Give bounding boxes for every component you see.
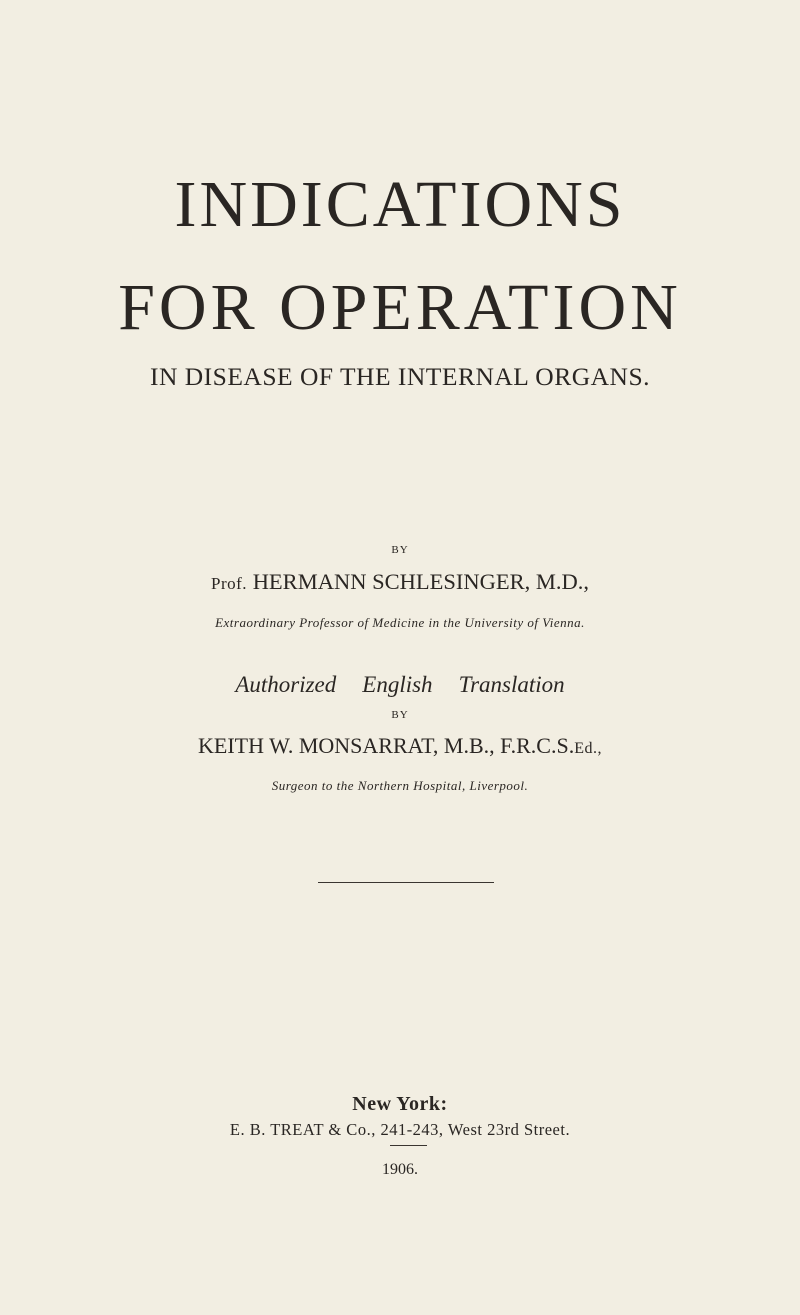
author-name: HERMANN SCHLESINGER, M.D.,: [252, 569, 589, 594]
authorized-word: Authorized: [235, 672, 337, 697]
imprint-publisher: E. B. TREAT & Co., 241-243, West 23rd Street.: [229, 1120, 571, 1139]
translator-position: Surgeon to the Northern Hospital, Liverpool.: [271, 778, 529, 793]
translator-name: KEITH W. MONSARRAT, M.B., F.R.C.S.: [198, 733, 575, 758]
author-affiliation: Extraordinary Professor of Medicine in the University of Vienna.: [215, 615, 585, 630]
by-label-translator: BY: [391, 709, 409, 721]
author-prefix: Prof.: [211, 574, 248, 593]
title-line-2: FOR OPERATION: [118, 271, 682, 344]
author-line: [0, 571, 800, 594]
translator-line: [0, 735, 800, 757]
imprint-city: New York:: [352, 1093, 448, 1115]
imprint-year: 1906.: [382, 1161, 418, 1178]
by-label-author: BY: [391, 544, 409, 556]
divider-rule: [318, 882, 494, 883]
translator-suffix: Ed.,: [574, 740, 602, 757]
english-word: English: [362, 672, 433, 697]
authorized-translation: [0, 673, 800, 696]
subtitle: IN DISEASE OF THE INTERNAL ORGANS.: [149, 362, 651, 391]
translation-word: Translation: [458, 672, 565, 697]
short-rule: [390, 1145, 427, 1146]
title-line-1: INDICATIONS: [174, 168, 626, 241]
